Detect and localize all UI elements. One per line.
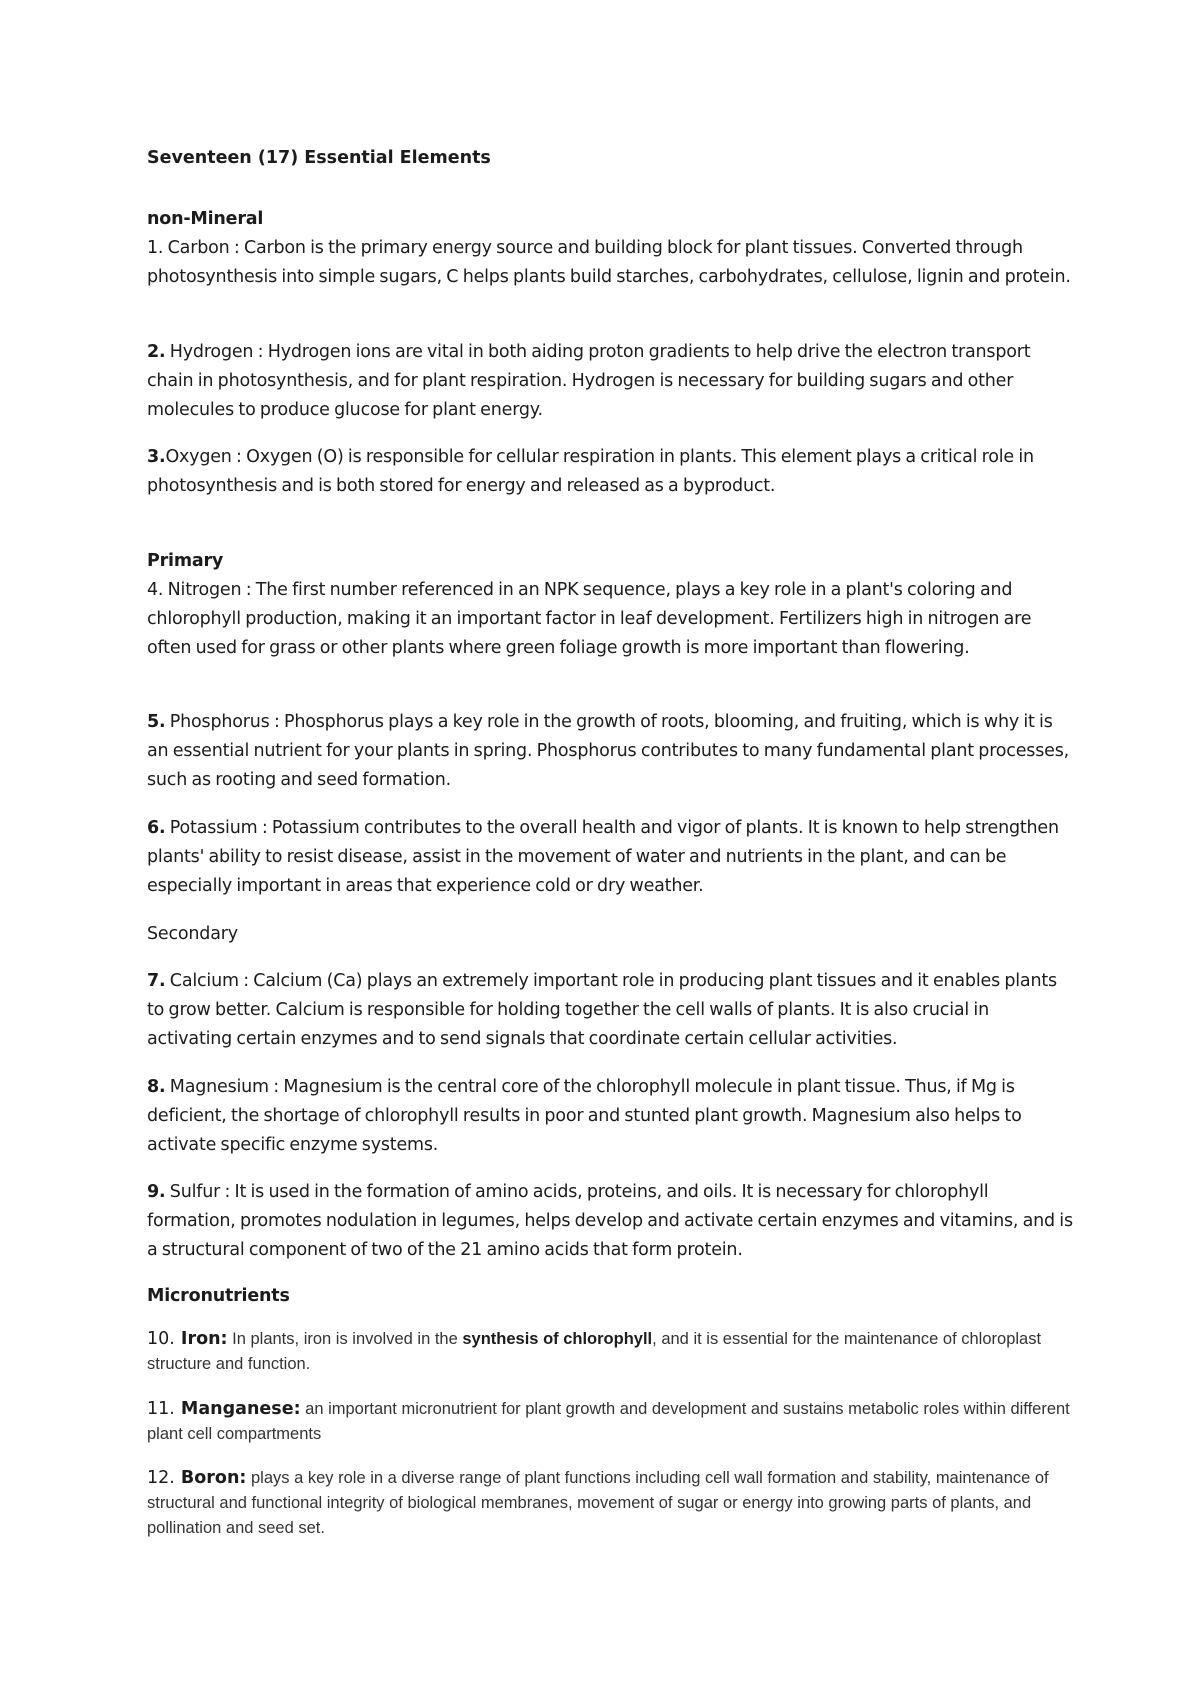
- list-item: [147, 708, 1077, 795]
- item-number: 1.: [147, 238, 164, 258]
- list-item: [147, 234, 1077, 292]
- item-name: Carbon :: [163, 238, 244, 258]
- item-number: 9.: [147, 1182, 166, 1202]
- item-text: In plants, iron is involved in the: [227, 1330, 463, 1348]
- item-text: The first number referenced in an NPK sequence, plays a key role in a plant's coloring and chlorophyll production, making it an important factor in leaf development. Fertilizers high in nitrogen are often used for grass or other plants where green foliage growth is more important than flowering.: [147, 580, 1032, 658]
- item-text: Oxygen (O) is responsible for cellular respiration in plants. This element plays a critical role in photosynthesis and is both stored for energy and released as a byproduct.: [147, 447, 1034, 496]
- item-number: 7.: [147, 971, 166, 991]
- item-number: 6.: [147, 818, 166, 838]
- item-text-end: , and it is essential for the maintenance of chloroplast structure and function.: [147, 1330, 1042, 1373]
- item-name: Sulfur :: [165, 1182, 235, 1202]
- section-heading-micronutrients: [147, 1282, 1077, 1311]
- section-primary-block: [147, 547, 1077, 663]
- item-text: Magnesium is the central core of the chlorophyll molecule in plant tissue. Thus, if Mg is deficient, the shortage of chlorophyll results in poor and stunted plant growth. Magnesium also helps to activate specific enzyme systems.: [147, 1077, 1022, 1155]
- item-number: 11.: [147, 1399, 175, 1419]
- item-number: 8.: [147, 1077, 166, 1097]
- item-name: Hydrogen :: [165, 342, 268, 362]
- item-text: Calcium (Ca) plays an extremely important role in producing plant tissues and it enables plants to grow better. Calcium is responsible for holding together the cell walls of plants. It is also crucial in activating certain enzymes and to send signals that coordinate certain cellular activities.: [147, 971, 1057, 1049]
- list-item: [147, 1073, 1077, 1160]
- item-name: Potassium :: [165, 818, 272, 838]
- list-item: [147, 1397, 1077, 1447]
- item-name: Manganese:: [174, 1399, 301, 1419]
- item-text: Potassium contributes to the overall health and vigor of plants. It is known to help strengthen plants' ability to resist disease, assist in the movement of water and nutrients in the plant, and can be especially important in areas that experience cold or dry weather.: [147, 818, 1059, 896]
- item-number: 5.: [147, 712, 166, 732]
- list-item: [147, 443, 1077, 501]
- list-item: [147, 576, 1077, 663]
- item-name: Magnesium :: [165, 1077, 284, 1097]
- item-number: 12.: [147, 1468, 175, 1488]
- item-number: 2.: [147, 342, 166, 362]
- item-name: Phosphorus :: [165, 712, 285, 732]
- item-text: Phosphorus plays a key role in the growth of roots, blooming, and fruiting, which is why it is an essential nutrient for your plants in spring. Phosphorus contributes to many fundamental plant processes, such as rooting and seed formation.: [147, 712, 1069, 790]
- item-text: It is used in the formation of amino acids, proteins, and oils. It is necessary for chlorophyll formation, promotes nodulation in legumes, helps develop and activate certain enzymes and vitamins, and is a structural component of two of the 21 amino acids that form protein.: [147, 1182, 1073, 1260]
- item-number: 3.: [147, 447, 166, 467]
- item-name: Iron:: [174, 1329, 228, 1349]
- section-heading-non-mineral: non-Mineral: [147, 209, 264, 229]
- item-name: Nitrogen :: [163, 580, 256, 600]
- item-bold-text: synthesis of chlorophyll: [462, 1330, 653, 1348]
- section-heading-secondary: Secondary: [147, 924, 238, 944]
- section-non-mineral-block: [147, 205, 1077, 292]
- section-heading-text: Micronutrients: [147, 1286, 290, 1306]
- section-heading-primary: Primary: [147, 551, 224, 571]
- list-item: [147, 338, 1077, 425]
- list-item: [147, 1178, 1077, 1265]
- list-item: [147, 1327, 1077, 1377]
- item-text: plays a key role in a diverse range of plant functions including cell wall formation and stability, maintenance of structural and functional integrity of biological membranes, movement of sugar or energy into growing parts of plants, and pollination and seed set.: [147, 1469, 1049, 1537]
- item-name: Calcium :: [165, 971, 254, 991]
- item-text: Carbon is the primary energy source and building block for plant tissues. Converted through photosynthesis into simple sugars, C helps plants build starches, carbohydrates, cellulose, lignin and protein.: [147, 238, 1071, 287]
- item-name: Oxygen :: [165, 447, 247, 467]
- item-name: Boron:: [174, 1468, 247, 1488]
- item-text: Hydrogen ions are vital in both aiding proton gradients to help drive the electron transport chain in photosynthesis, and for plant respiration. Hydrogen is necessary for building sugars and other molecules to produce glucose for plant energy.: [147, 342, 1031, 420]
- item-text: an important micronutrient for plant growth and development and sustains metabolic roles within different plant cell compartments: [147, 1400, 1070, 1443]
- list-item: [147, 1466, 1077, 1541]
- item-number: 4.: [147, 580, 164, 600]
- list-item: [147, 967, 1077, 1054]
- list-item: [147, 814, 1077, 901]
- item-number: 10.: [147, 1329, 175, 1349]
- document-title: Seventeen (17) Essential Elements: [147, 148, 491, 168]
